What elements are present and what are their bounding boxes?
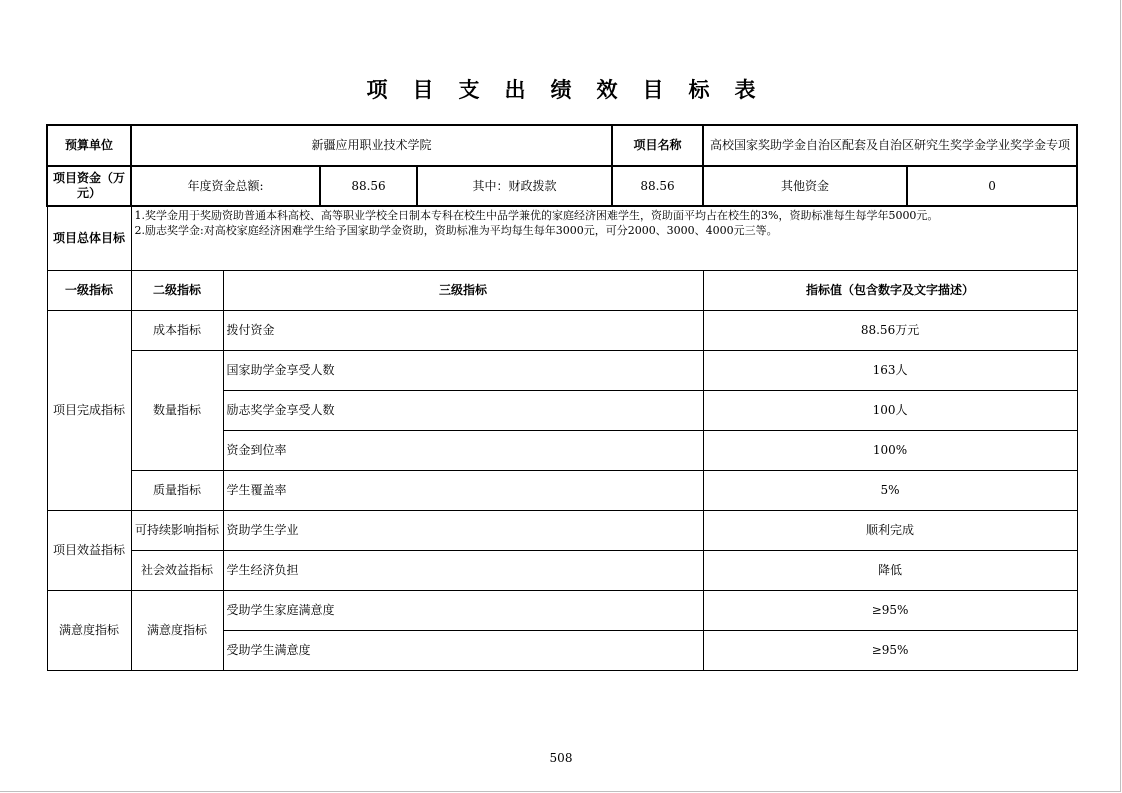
budget-unit-label: 预算单位 xyxy=(47,125,131,166)
goal-line-2: 2.励志奖学金:对高校家庭经济困难学生给予国家助学金资助，资助标准为平均每生每年3000元，可分2000、3000、4000元三等。 xyxy=(134,224,778,237)
goal-row xyxy=(47,206,1077,270)
funds-row xyxy=(47,166,1077,206)
funds-label: 项目资金（万元） xyxy=(47,166,131,206)
goal-label: 项目总体目标 xyxy=(47,206,131,270)
value-cell: 顺利完成 xyxy=(703,510,1077,550)
funds-total-value: 88.56 xyxy=(320,166,417,206)
col-level3-header: 三级指标 xyxy=(223,270,703,310)
value-cell: ≥95% xyxy=(703,630,1077,670)
table-body xyxy=(47,125,1077,670)
header-row xyxy=(47,125,1077,166)
value-cell: ≥95% xyxy=(703,590,1077,630)
level1-cell: 项目完成指标 xyxy=(47,310,131,510)
level2-cell: 满意度指标 xyxy=(131,590,223,670)
table-row xyxy=(47,510,1077,550)
level3-cell: 学生经济负担 xyxy=(223,550,703,590)
value-cell: 163人 xyxy=(703,350,1077,390)
funds-total-label: 年度资金总额: xyxy=(131,166,320,206)
project-name-value: 高校国家奖助学金自治区配套及自治区研究生奖学金学业奖学金专项 xyxy=(703,125,1077,166)
value-cell: 88.56万元 xyxy=(703,310,1077,350)
performance-table xyxy=(46,124,1078,671)
col-level2-header: 二级指标 xyxy=(131,270,223,310)
page-title: 项目支出绩效目标表 xyxy=(366,78,781,102)
level2-cell: 成本指标 xyxy=(131,310,223,350)
level3-cell: 励志奖学金享受人数 xyxy=(223,390,703,430)
table-row xyxy=(47,470,1077,510)
project-name-label: 项目名称 xyxy=(612,125,703,166)
funds-other-label: 其他资金 xyxy=(703,166,907,206)
funds-other-value: 0 xyxy=(907,166,1077,206)
level2-cell: 数量指标 xyxy=(131,350,223,470)
level3-cell: 受助学生满意度 xyxy=(223,630,703,670)
goal-text xyxy=(131,206,1077,270)
table-row xyxy=(47,310,1077,350)
level2-cell: 社会效益指标 xyxy=(131,550,223,590)
funds-fiscal-value: 88.56 xyxy=(612,166,703,206)
value-cell: 100人 xyxy=(703,390,1077,430)
page-number: 508 xyxy=(549,751,573,765)
table-row xyxy=(47,590,1077,630)
goal-line-1: 1.奖学金用于奖励资助普通本科高校、高等职业学校全日制本专科在校生中品学兼优的家庭经济困难学生，资助面平均占在校生的3%，资助标准每生每学年5000元。 xyxy=(134,209,939,222)
col-value-header: 指标值（包含数字及文字描述） xyxy=(703,270,1077,310)
level3-cell: 受助学生家庭满意度 xyxy=(223,590,703,630)
table-row xyxy=(47,350,1077,390)
budget-unit-value: 新疆应用职业技术学院 xyxy=(131,125,612,166)
level2-cell: 质量指标 xyxy=(131,470,223,510)
level1-cell: 项目效益指标 xyxy=(47,510,131,590)
value-cell: 5% xyxy=(703,470,1077,510)
value-cell: 降低 xyxy=(703,550,1077,590)
columns-row xyxy=(47,270,1077,310)
level3-cell: 资助学生学业 xyxy=(223,510,703,550)
level1-cell: 满意度指标 xyxy=(47,590,131,670)
level2-cell: 可持续影响指标 xyxy=(131,510,223,550)
level3-cell: 拨付资金 xyxy=(223,310,703,350)
value-cell: 100% xyxy=(703,430,1077,470)
table-row xyxy=(47,550,1077,590)
col-level1-header: 一级指标 xyxy=(47,270,131,310)
level3-cell: 学生覆盖率 xyxy=(223,470,703,510)
level3-cell: 资金到位率 xyxy=(223,430,703,470)
funds-fiscal-label: 其中：财政拨款 xyxy=(417,166,612,206)
level3-cell: 国家助学金享受人数 xyxy=(223,350,703,390)
